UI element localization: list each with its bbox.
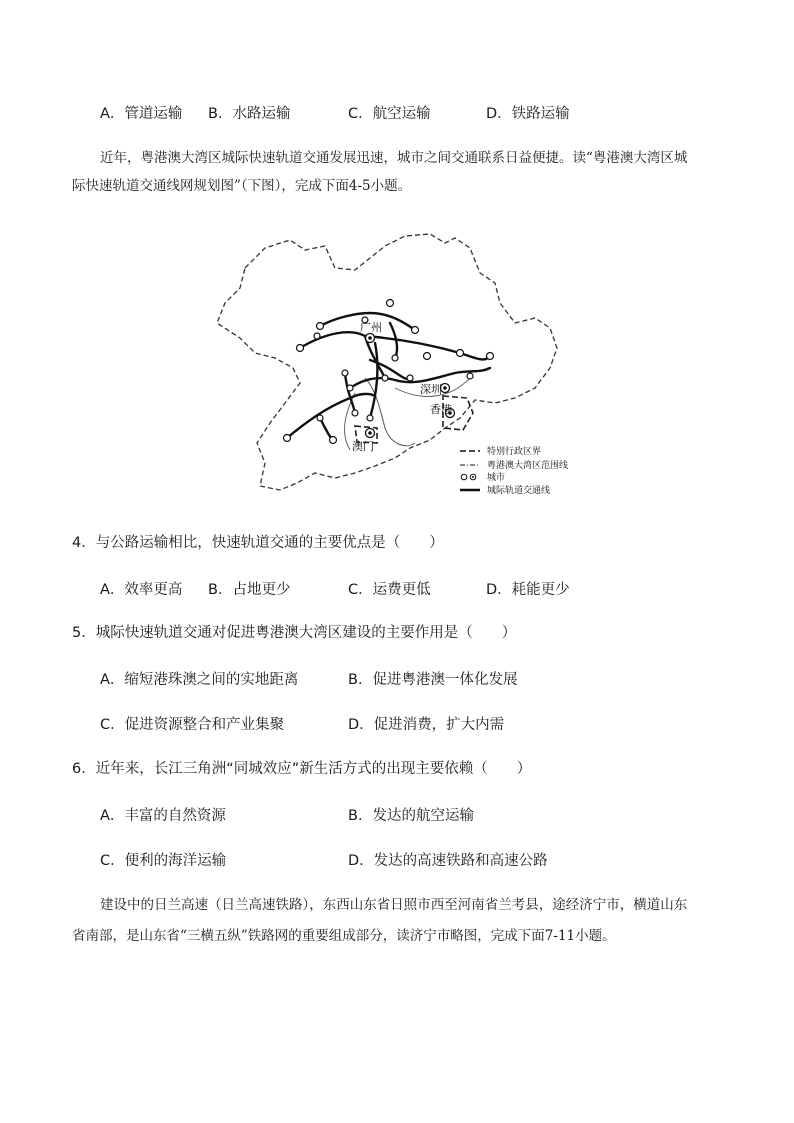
q6-option-b[interactable]: B．发达的航空运输: [348, 808, 474, 824]
intercity-rail-lines: [287, 313, 490, 440]
q4-option-b[interactable]: B．占地更少: [208, 582, 291, 598]
q5-option-a[interactable]: A．缩短港珠澳之间的实地距离: [100, 672, 299, 688]
q3-option-c[interactable]: C．航空运输: [348, 106, 431, 122]
legend-city: 城市: [487, 473, 506, 483]
q6-option-d[interactable]: D．发达的高速铁路和高速公路: [348, 853, 548, 869]
q4-option-d[interactable]: D．耗能更少: [486, 582, 570, 598]
intro-4-5-line2: 际快速轨道交通线网规划图”（下图），完成下面4-5小题。: [72, 178, 412, 194]
q4-stem: 4．与公路运输相比，快速轨道交通的主要优点是（ ）: [72, 535, 444, 551]
q5-stem: 5．城际快速轨道交通对促进粤港澳大湾区建设的主要作用是（ ）: [72, 625, 517, 641]
q5-option-d[interactable]: D．促进消费，扩大内需: [348, 717, 505, 733]
q3-option-a[interactable]: A．管道运输: [100, 106, 183, 122]
q4-option-a[interactable]: A．效率更高: [100, 582, 183, 598]
q5-option-c[interactable]: C．促进资源整合和产业集聚: [100, 717, 285, 733]
map-label-shenzhen: 深圳: [420, 383, 442, 396]
legend-sar-boundary: 特别行政区界: [487, 447, 542, 457]
q4-option-c[interactable]: C．运费更低: [348, 582, 431, 598]
q3-option-b[interactable]: B．水路运输: [208, 106, 291, 122]
map-label-guangzhou: 广州: [360, 321, 382, 334]
q6-stem: 6．近年来，长江三角洲“同城效应”新生活方式的出现主要依赖（ ）: [72, 761, 532, 777]
map-label-macau: 澳门: [352, 440, 374, 453]
intro-7-11-line1: 建设中的日兰高速（日兰高速铁路），东西山东省日照市西至河南省兰考县，途经济宁市，横道山东: [100, 897, 688, 913]
q5-option-b[interactable]: B．促进粤港澳一体化发展: [348, 672, 518, 688]
gba-rail-map: [205, 228, 590, 498]
intro-7-11-line2: 省南部，是山东省“三横五纵”铁路网的重要组成部分，读济宁市略图，完成下面7-11小题。: [72, 928, 616, 944]
legend-rail-line: 城际轨道交通线: [487, 486, 551, 496]
q6-option-c[interactable]: C．便利的海洋运输: [100, 853, 227, 869]
q3-option-d[interactable]: D．铁路运输: [486, 106, 570, 122]
intro-4-5-line1: 近年，粤港澳大湾区城际快速轨道交通发展迅速，城市之间交通联系日益便捷。读“粤港澳大湾区城: [100, 150, 688, 166]
q6-option-a[interactable]: A．丰富的自然资源: [100, 808, 226, 824]
map-legend: [460, 445, 568, 496]
legend-gba-boundary: 粤港澳大湾区范围线: [487, 461, 569, 471]
map-label-hongkong: 香港: [430, 403, 452, 416]
